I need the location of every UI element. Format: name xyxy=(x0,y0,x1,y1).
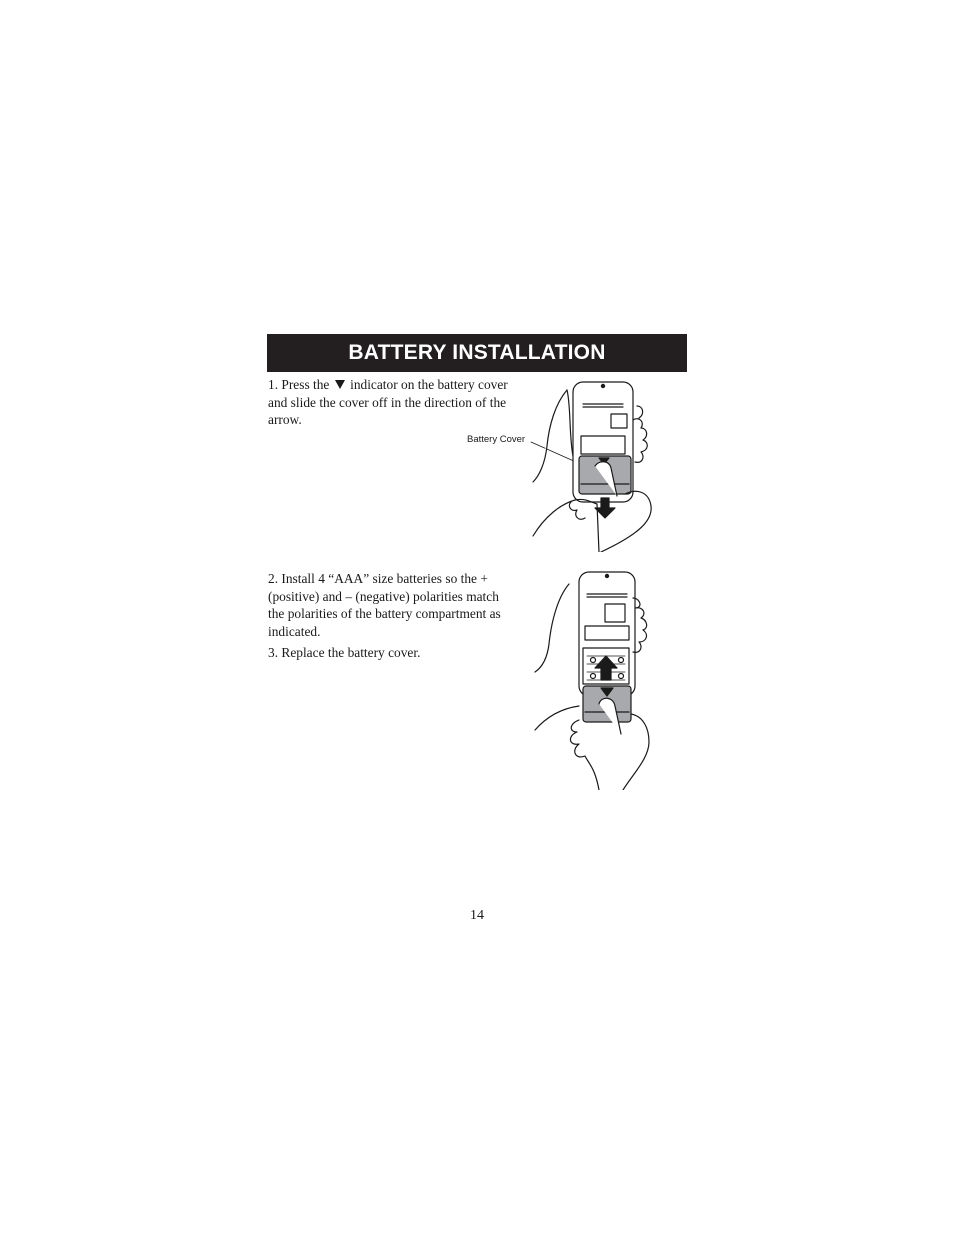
section-title-bar xyxy=(267,334,687,372)
down-triangle-icon xyxy=(335,380,345,389)
remove-cover-illustration xyxy=(525,376,660,552)
page-number: 14 xyxy=(470,908,484,923)
step-2-text: 2. Install 4 “AAA” size batteries so the + (positive) and – (negative) polarities match the polarities of the battery compartment as indicated. xyxy=(268,571,501,639)
step-1-text xyxy=(268,376,528,429)
battery-cover-callout-label: Battery Cover xyxy=(467,434,526,445)
step-1-prefix: 1. Press the xyxy=(268,377,330,392)
step-1-suffix: indicator on the battery cover and slide the cover off in the direction of the arrow. xyxy=(268,377,508,428)
step-3-text: 3. Replace the battery cover. xyxy=(268,645,421,660)
install-batteries-illustration xyxy=(525,568,660,790)
page-title: BATTERY INSTALLATION xyxy=(348,341,606,364)
